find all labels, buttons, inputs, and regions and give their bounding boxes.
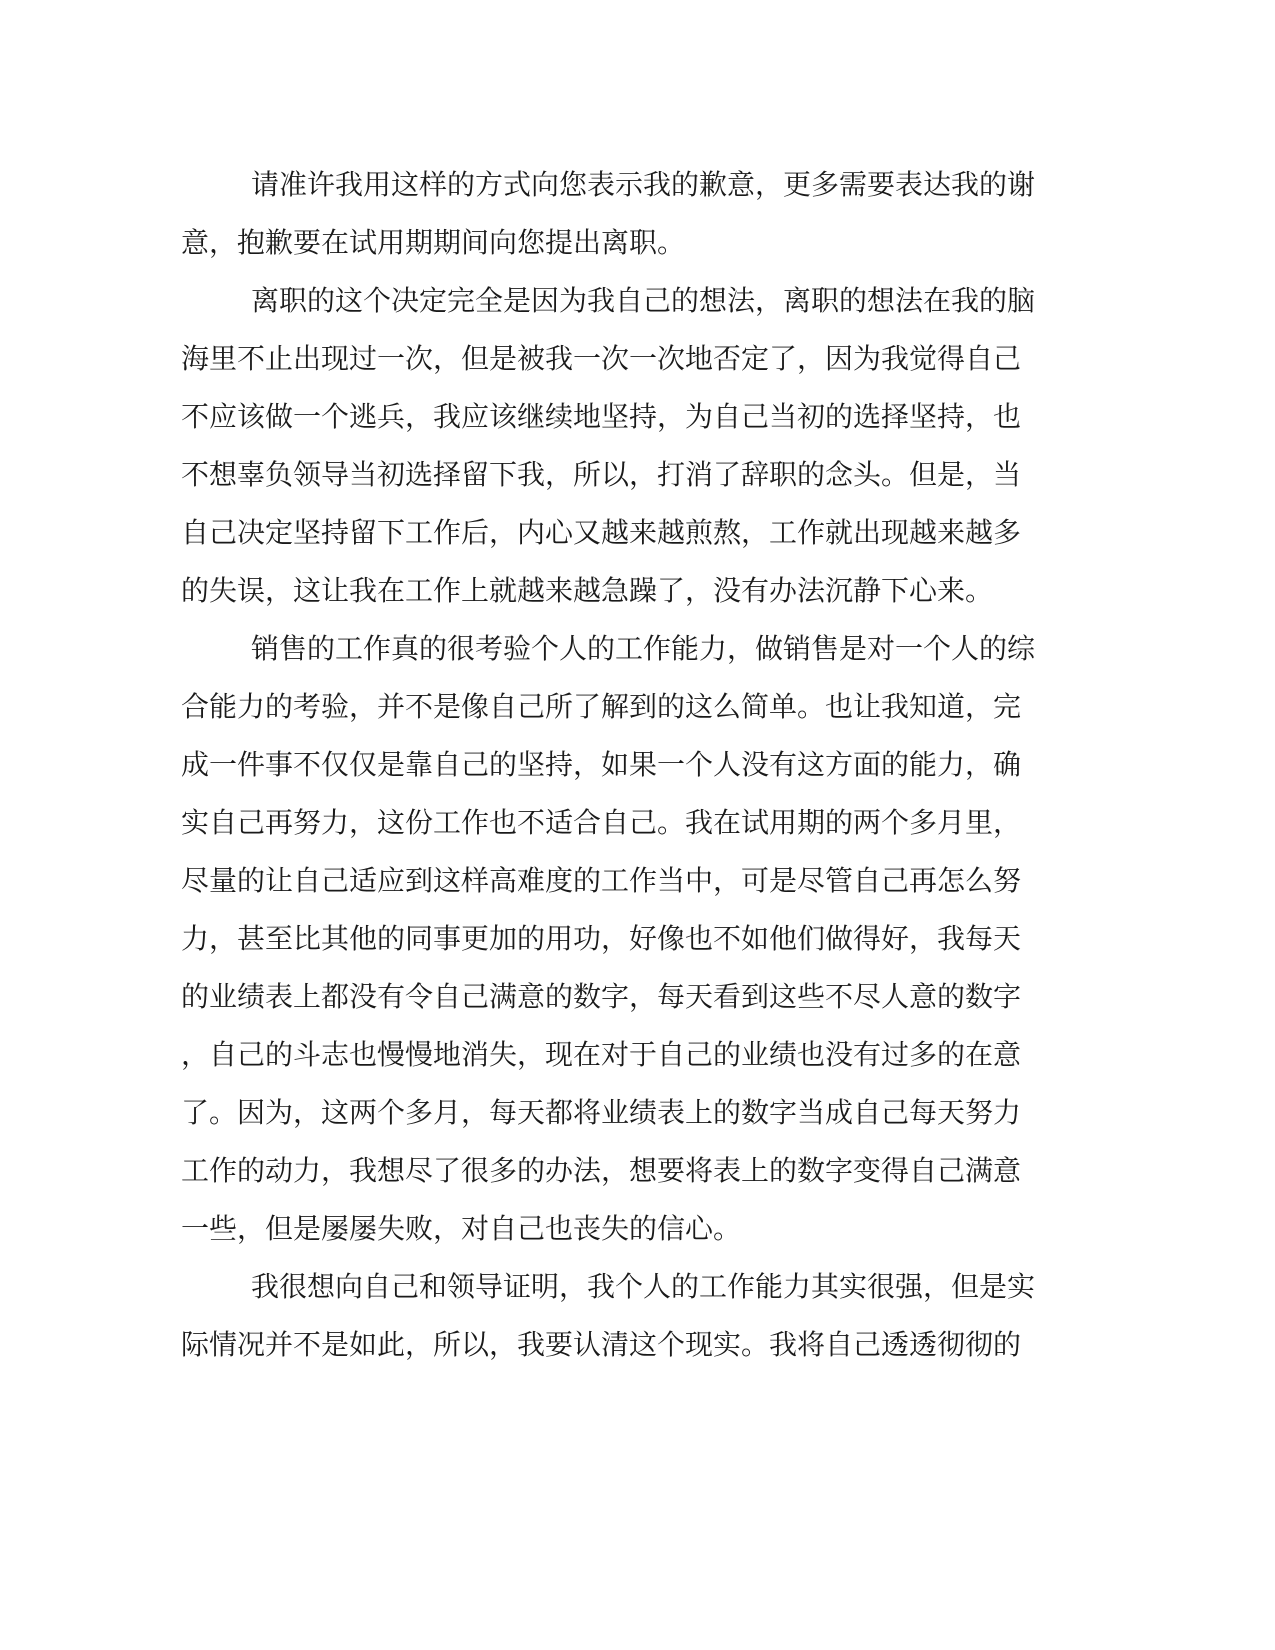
text-line: 不想辜负领导当初选择留下我，所以，打消了辞职的念头。但是，当 — [181, 458, 1022, 491]
text-line: 成一件事不仅仅是靠自己的坚持，如果一个人没有这方面的能力，确 — [181, 748, 1022, 781]
text-line: ，自己的斗志也慢慢地消失，现在对于自己的业绩也没有过多的在意 — [181, 1038, 1022, 1071]
text-line: 自己决定坚持留下工作后，内心又越来越煎熬，工作就出现越来越多 — [181, 516, 1022, 549]
text-line: 请准许我用这样的方式向您表示我的歉意，更多需要表达我的谢 — [251, 168, 1036, 201]
paragraph-3 — [181, 620, 1051, 1258]
text-line: 我很想向自己和领导证明，我个人的工作能力其实很强，但是实 — [251, 1270, 1036, 1303]
paragraph-1 — [181, 156, 1051, 272]
text-line: 海里不止出现过一次，但是被我一次一次地否定了，因为我觉得自己 — [181, 342, 1022, 375]
paragraph-4 — [181, 1258, 1051, 1374]
text-line: 销售的工作真的很考验个人的工作能力，做销售是对一个人的综 — [251, 632, 1036, 665]
text-line: 意，抱歉要在试用期期间向您提出离职。 — [181, 226, 686, 259]
text-line: 的业绩表上都没有令自己满意的数字，每天看到这些不尽人意的数字 — [181, 980, 1022, 1013]
text-line: 合能力的考验，并不是像自己所了解到的这么简单。也让我知道，完 — [181, 690, 1022, 723]
text-line: 离职的这个决定完全是因为我自己的想法，离职的想法在我的脑 — [251, 284, 1036, 317]
text-line: 一些，但是屡屡失败，对自己也丧失的信心。 — [181, 1212, 742, 1245]
text-line: 力，甚至比其他的同事更加的用功，好像也不如他们做得好，我每天 — [181, 922, 1022, 955]
body-text — [181, 156, 1051, 1374]
text-line: 工作的动力，我想尽了很多的办法，想要将表上的数字变得自己满意 — [181, 1154, 1022, 1187]
text-line: 不应该做一个逃兵，我应该继续地坚持，为自己当初的选择坚持，也 — [181, 400, 1022, 433]
text-line: 实自己再努力，这份工作也不适合自己。我在试用期的两个多月里， — [181, 806, 1022, 839]
text-line: 尽量的让自己适应到这样高难度的工作当中，可是尽管自己再怎么努 — [181, 864, 1022, 897]
paragraph-2 — [181, 272, 1051, 620]
text-line: 了。因为，这两个多月，每天都将业绩表上的数字当成自己每天努力 — [181, 1096, 1022, 1129]
text-line: 的失误，这让我在工作上就越来越急躁了，没有办法沉静下心来。 — [181, 574, 994, 607]
text-line: 际情况并不是如此，所以，我要认清这个现实。我将自己透透彻彻的 — [181, 1328, 1022, 1361]
